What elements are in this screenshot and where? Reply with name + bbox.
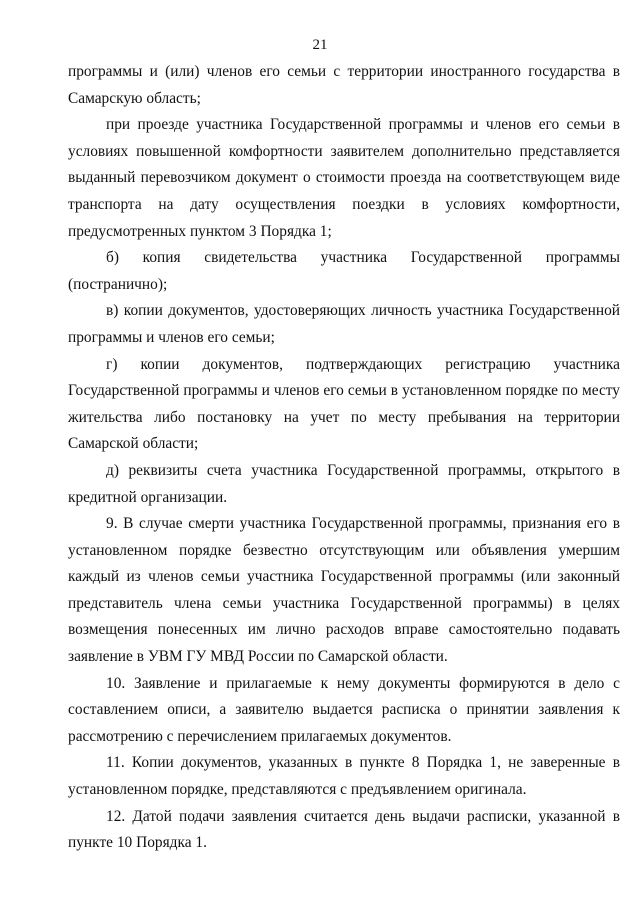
paragraph-comfort-travel: при проезде участника Государственной программы и членов его семьи в условиях повышенной комфортности заявителем дополнительно представляется выданный перевозчиком документ о стоимости проезда на соответствующем виде транспорта на дату осуществления поездки в условиях комфортности, предусмотренных пунктом 3 Порядка 1; — [68, 116, 620, 240]
paragraph-point-10: 10. Заявление и прилагаемые к нему документы формируются в дело с составлением описи, а заявителю выдается расписка о принятии заявления к рассмотрению с перечислением прилагаемых документов. — [68, 674, 620, 745]
paragraph-point-11: 11. Копии документов, указанных в пункте 8 Порядка 1, не заверенные в установленном порядке, представляются с предъявлением оригинала. — [68, 754, 620, 799]
paragraph-item-v: в) копии документов, удостоверяющих личность участника Государственной программы и членов его семьи; — [68, 302, 620, 346]
paragraph-item-g: г) копии документов, подтверждающих регистрацию участника Государственной программы и членов его семьи в установленном порядке по месту жительства либо постановку на учет по месту пребывания на территории Самарской области; — [68, 355, 620, 453]
paragraph-continuation: программы и (или) членов его семьи с территории иностранного государства в Самарскую область; — [68, 63, 620, 107]
paragraph-point-12: 12. Датой подачи заявления считается день выдачи расписки, указанной в пункте 10 Порядка 1. — [68, 807, 620, 852]
paragraph-item-d: д) реквизиты счета участника Государственной программы, открытого в кредитной организации. — [68, 461, 620, 506]
paragraph-item-b: б) копия свидетельства участника Государственной программы (постранично); — [68, 249, 620, 293]
document-body — [68, 59, 620, 857]
page-number: 21 — [312, 37, 328, 53]
paragraph-point-9: 9. В случае смерти участника Государственной программы, признания его в установленном порядке безвестно отсутствующим или объявления умершим каждый из членов семьи участника Государственной программы (или законный представитель члена семьи участника Государственной программы) в целях возмещения понесенных им лично расходов вправе самостоятельно подавать заявление в УВМ ГУ МВД России по Самарской области. — [68, 515, 620, 666]
